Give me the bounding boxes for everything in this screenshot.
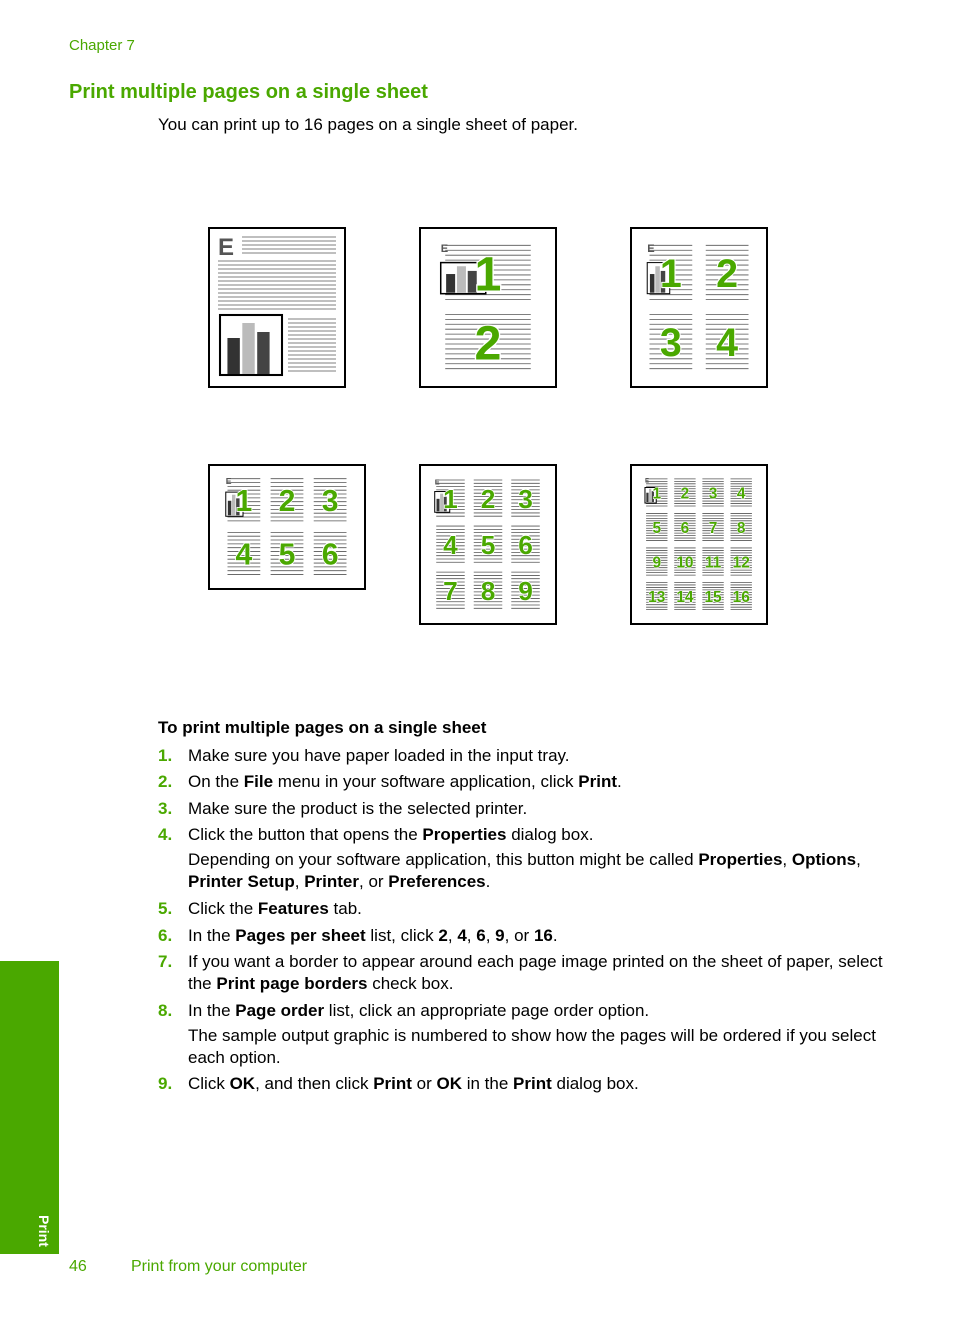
bold-text: Print [578,772,617,791]
page-order-number: 6 [518,529,533,560]
step-number: 4. [158,825,173,844]
page-order-number: 2 [278,485,296,519]
text-run: Click the button that opens the [188,825,423,844]
text-run: On the [188,772,244,791]
step-text [188,771,908,793]
bold-text: OK [436,1074,462,1093]
procedure-step [158,745,908,767]
bold-text: 9 [495,926,505,945]
page-order-number: 3 [518,483,533,514]
step-number: 7. [158,952,173,971]
text-run: . [485,872,491,891]
step-text [188,798,908,820]
step-number: 2. [158,772,173,791]
sheet-1-page [208,227,346,388]
text-run: menu in your software application, click [273,772,579,791]
footer-page-number: 46 [69,1258,87,1275]
page-order-number: 9 [518,576,533,607]
page-order-number: 1 [474,247,502,302]
text-run: Make sure the product is the selected printer. [188,799,528,818]
page-order-number: 1 [652,485,662,503]
page-order-number: 1 [443,483,458,514]
sheet-16-pages [630,464,768,625]
mini-page [731,513,752,540]
bold-text: File [243,772,274,791]
text-run: tab. [328,899,362,918]
mini-page [314,532,347,574]
procedure-title: To print multiple pages on a single sheet [158,718,487,737]
chart-icon [220,315,282,375]
mini-page [314,479,347,521]
page-order-number: 5 [278,538,296,572]
step-number: 5. [158,899,173,918]
step-text [188,1000,908,1022]
text-run: The sample output graphic is numbered to show how the pages will be ordered if you select each option. [188,1026,876,1067]
mini-page [674,548,695,575]
side-tab [0,961,59,1254]
step-text [188,745,908,767]
bold-text: OK [229,1074,256,1093]
text-run: Click [188,1074,230,1093]
bold-text: Print [373,1074,412,1093]
bold-text: 2 [438,926,448,945]
sheet-2-pages [419,227,557,388]
step-number: 3. [158,799,173,818]
mini-page [646,548,667,575]
text-run: , [294,872,305,891]
bold-text: Features [257,899,329,918]
step-note [188,849,908,893]
page-order-number: 7 [708,519,718,537]
text-run: check box. [367,974,454,993]
procedure-step [158,824,908,893]
mini-page [731,479,752,506]
procedure-step [158,1073,908,1095]
mini-page [731,548,752,575]
page-order-number: 10 [676,554,694,572]
page-order-number: 13 [648,588,666,606]
mini-page [702,548,723,575]
procedure-step [158,898,908,920]
step-text [188,925,908,947]
text-run: If you want a border to appear around each page image printed on the sheet of paper, select the [188,952,883,993]
page-order-number: 14 [676,588,694,606]
mini-page [674,513,695,540]
procedure-step [158,771,908,793]
mini-page [646,513,667,540]
chapter-header: Chapter 7 [69,37,135,54]
page-order-number: 8 [736,519,746,537]
page-order-number: 6 [680,519,690,537]
page-order-number: 4 [736,485,746,503]
page-order-number: 5 [652,519,662,537]
text-run: list, click [365,926,439,945]
page-order-number: 3 [708,485,718,503]
sheet-graphic [421,229,555,386]
procedure-step [158,1000,908,1069]
sheet-graphic [210,229,344,386]
bold-text: Printer [304,872,359,891]
page-order-number: 9 [652,554,662,572]
bold-text: Preferences [388,872,486,891]
text-lines [288,319,336,371]
mini-page [649,314,692,368]
side-tab-label: Print [36,1215,52,1247]
text-run: , [466,926,477,945]
page-order-number: 6 [321,538,339,572]
text-run: list, click an appropriate page order option. [324,1001,650,1020]
text-run: , or [504,926,534,945]
mini-page [706,314,749,368]
page-letter-icon: E [434,477,440,487]
sheet-graphic [632,229,766,386]
text-run: or [411,1074,437,1093]
bold-text: 16 [533,926,553,945]
bold-text: 4 [457,926,467,945]
text-run: dialog box. [551,1074,639,1093]
step-text [188,898,908,920]
page-order-number: 2 [680,485,690,503]
mini-page [511,480,540,516]
text-run: , [856,850,861,869]
text-run: dialog box. [506,825,594,844]
text-run: In the [188,926,236,945]
mini-page [702,513,723,540]
page-order-number: 8 [480,576,496,607]
text-run: , [782,850,792,869]
mini-page [674,582,695,609]
bold-text: Print page borders [216,974,368,993]
procedure-step [158,925,908,947]
text-lines [218,261,336,309]
bold-text: Options [791,850,857,869]
mini-page [435,478,465,517]
intro-text: You can print up to 16 pages on a single sheet of paper. [158,115,578,134]
mini-page [474,572,503,608]
bold-text: Properties [698,850,783,869]
bold-text: Printer Setup [188,872,295,891]
page-order-number: 1 [659,252,682,297]
step-number: 6. [158,926,173,945]
mini-page [702,479,723,506]
mini-page [706,245,749,299]
bold-text: Print [513,1074,552,1093]
page-order-number: 5 [480,529,496,560]
sheet-graphic [421,466,555,623]
page-title: Print multiple pages on a single sheet [69,81,428,103]
page-letter-icon: E [225,476,232,487]
page-order-number: 16 [732,588,750,606]
page-order-number: 2 [480,483,496,514]
mini-page [436,572,465,608]
bold-text: Properties [422,825,507,844]
text-run: Click the [188,899,258,918]
text-lines [242,237,336,253]
mini-page [474,526,503,562]
step-number: 1. [158,746,173,765]
page-order-number: 12 [732,554,750,572]
page-order-number: 1 [235,485,253,519]
text-run: Depending on your software application, this button might be called [188,850,699,869]
page-order-number: 15 [704,588,722,606]
page-order-number: 2 [716,252,739,297]
sheet-9-pages [419,464,557,625]
mini-page [436,526,465,562]
text-run: In the [188,1001,236,1020]
page-order-number: 4 [443,529,458,560]
page-order-number: 7 [443,576,458,607]
sheet-graphic [632,466,766,623]
procedure-step [158,798,908,820]
mini-page [271,479,304,521]
text-run: , [485,926,496,945]
mini-page [645,478,668,506]
sheet-6-pages [208,464,366,590]
page-order-number: 4 [716,321,739,366]
step-number: 8. [158,1001,173,1020]
page-order-number: 2 [474,316,502,371]
step-text [188,951,908,995]
sheet-4-pages [630,227,768,388]
text-run: , and then click [255,1074,374,1093]
text-run: . [617,772,622,791]
step-note [188,1025,908,1069]
text-run: , [447,926,458,945]
page-order-number: 4 [235,538,253,572]
sheet-graphic [210,466,364,588]
footer-section: Print from your computer [131,1258,308,1275]
page-order-number: 11 [704,554,722,572]
step-number: 9. [158,1074,173,1093]
mini-page [227,532,260,574]
bold-text: 6 [476,926,486,945]
text-run: , or [359,872,389,891]
mini-page [271,532,304,574]
page-letter-icon: E [647,243,655,256]
mini-page [226,476,260,521]
bold-text: Page order [235,1001,325,1020]
step-text [188,824,908,846]
mini-page [441,243,531,301]
mini-page [646,582,667,609]
text-run: . [552,926,558,945]
page-letter-icon: E [218,234,235,261]
bold-text: Pages per sheet [235,926,366,945]
mini-page [647,243,692,299]
mini-page [474,480,503,516]
page-letter-icon: E [440,243,449,256]
text-run: Make sure you have paper loaded in the input tray. [188,746,570,765]
text-run: in the [461,1074,514,1093]
procedure-step [158,951,908,995]
mini-page [674,479,695,506]
mini-page [511,526,540,562]
page-order-number: 3 [321,485,339,519]
mini-page [731,582,752,609]
page-letter-icon: E [644,478,649,485]
mini-page [511,572,540,608]
step-text [188,1073,908,1095]
mini-page [702,582,723,609]
mini-page [445,314,531,370]
page-order-number: 3 [659,321,682,366]
